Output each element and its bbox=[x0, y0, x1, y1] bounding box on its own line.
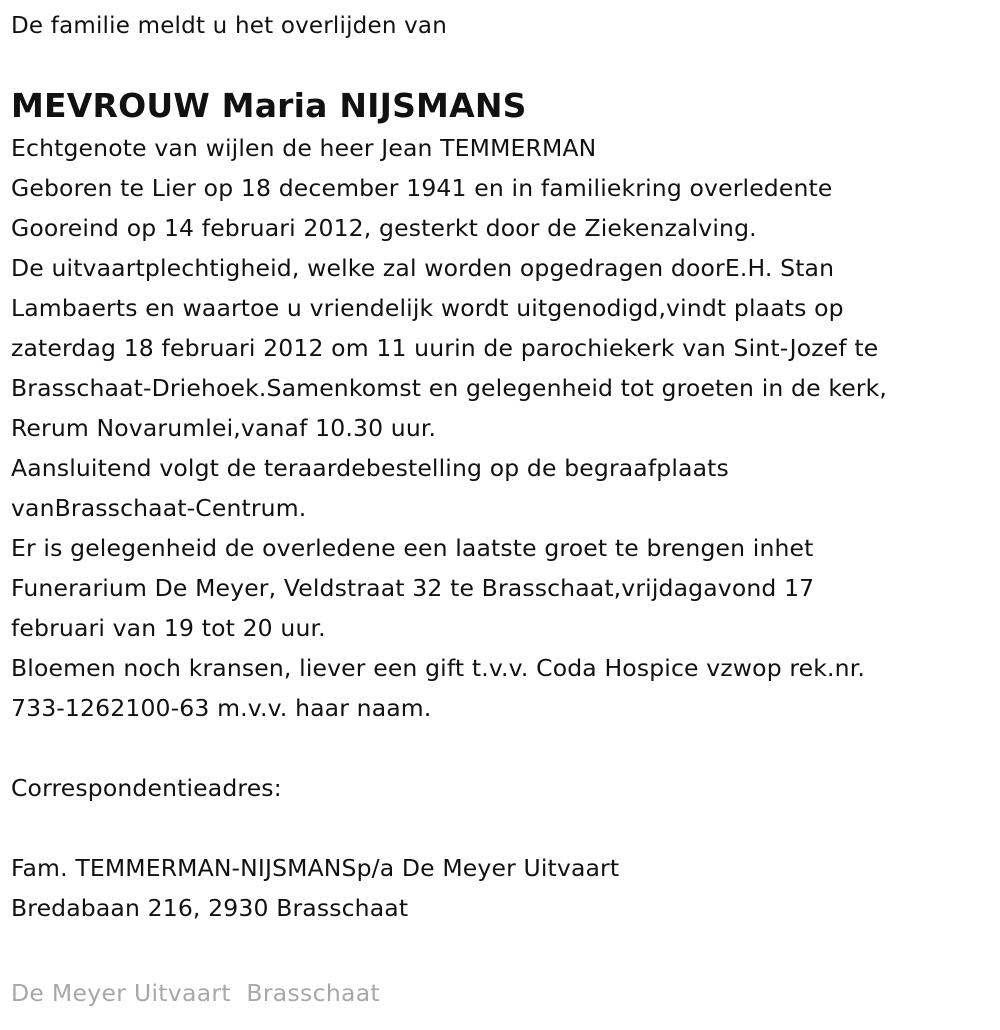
announcement-line: Brasschaat-Driehoek.Samenkomst en gelegenheid tot groeten in de kerk, bbox=[11, 374, 888, 402]
footer-credit: De Meyer Uitvaart Brasschaat bbox=[11, 979, 380, 1007]
announcement-line: Funerarium De Meyer, Veldstraat 32 te Brasschaat,vrijdagavond 17 bbox=[11, 574, 815, 602]
announcement-line: De uitvaartplechtigheid, welke zal worden opgedragen doorE.H. Stan bbox=[11, 254, 835, 282]
announcement-line: Echtgenote van wijlen de heer Jean TEMMERMAN bbox=[11, 134, 597, 162]
intro-text: De familie meldt u het overlijden van bbox=[11, 13, 447, 39]
announcement-line: Bloemen noch kransen, liever een gift t.v.v. Coda Hospice vzwop rek.nr. bbox=[11, 654, 865, 682]
announcement-line: Rerum Novarumlei,vanaf 10.30 uur. bbox=[11, 414, 437, 442]
announcement-line: 733-1262100-63 m.v.v. haar naam. bbox=[11, 694, 432, 722]
announcement-line: Gooreind op 14 februari 2012, gesterkt door de Ziekenzalving. bbox=[11, 214, 757, 242]
section-spacer bbox=[11, 808, 989, 848]
deceased-name: MEVROUW Maria NIJSMANS bbox=[11, 86, 527, 125]
announcement-line: februari van 19 tot 20 uur. bbox=[11, 614, 326, 642]
announcement-line: vanBrasschaat-Centrum. bbox=[11, 494, 307, 522]
announcement-body bbox=[11, 128, 989, 928]
announcement-line: Er is gelegenheid de overledene een laatste groet te brengen inhet bbox=[11, 534, 814, 562]
announcement-line: Lambaerts en waartoe u vriendelijk wordt uitgenodigd,vindt plaats op bbox=[11, 294, 844, 322]
correspondence-address-line: Bredabaan 216, 2930 Brasschaat bbox=[11, 894, 409, 922]
correspondence-address-line: Fam. TEMMERMAN-NIJSMANSp/a De Meyer Uitvaart bbox=[11, 854, 620, 882]
announcement-line: Aansluitend volgt de teraardebestelling op de begraafplaats bbox=[11, 454, 729, 482]
announcement-line: zaterdag 18 februari 2012 om 11 uurin de parochiekerk van Sint-Jozef te bbox=[11, 334, 879, 362]
section-spacer bbox=[11, 728, 989, 768]
announcement-line: Geboren te Lier op 18 december 1941 en in familiekring overledente bbox=[11, 174, 833, 202]
correspondence-label: Correspondentieadres: bbox=[11, 774, 282, 802]
